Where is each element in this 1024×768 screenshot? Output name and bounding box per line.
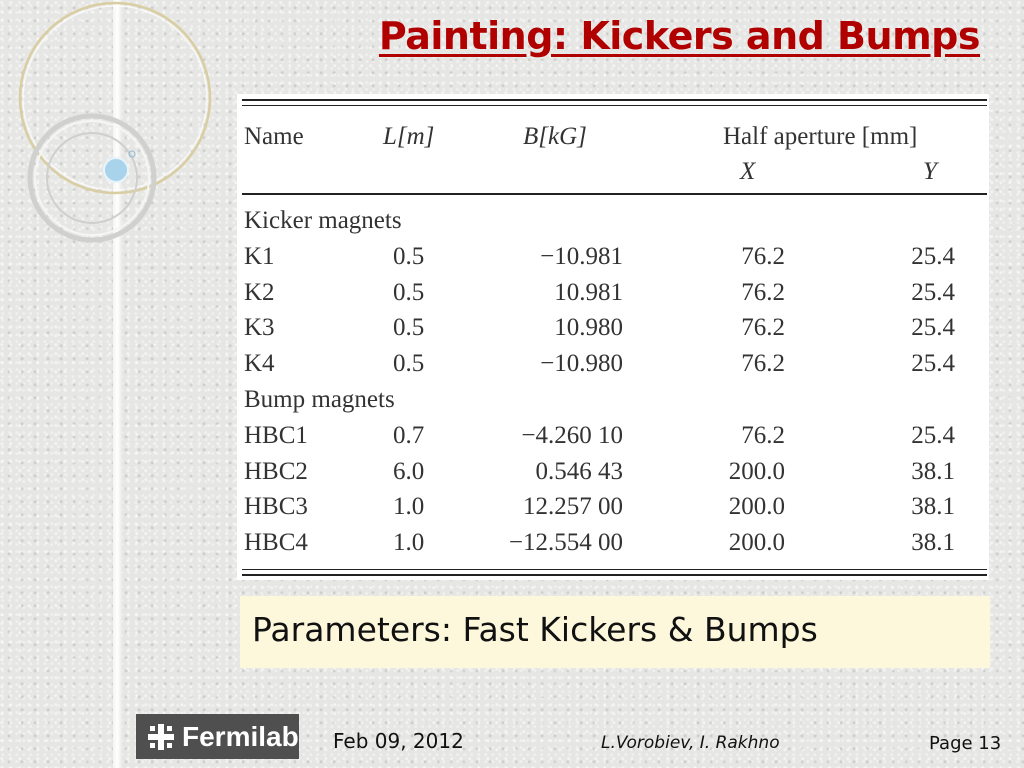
cell-length: 0.5 (393, 314, 425, 342)
cell-name: K4 (244, 350, 275, 378)
cell-aperture-x: 76.2 (741, 421, 785, 449)
cell-length: 0.5 (393, 350, 425, 378)
cell-aperture-y: 25.4 (911, 242, 955, 270)
cell-length: 0.5 (393, 278, 425, 306)
cell-aperture-x: 76.2 (741, 350, 785, 378)
cell-aperture-y: 38.1 (911, 493, 955, 521)
cell-field: −12.554 00 (508, 529, 623, 557)
cell-aperture-x: 76.2 (741, 278, 785, 306)
cell-aperture-y: 38.1 (911, 529, 955, 557)
cell-name: K2 (244, 278, 275, 306)
fermilab-logo-icon (146, 722, 176, 752)
cell-field: 10.980 (554, 314, 623, 342)
cell-name: HBC1 (244, 421, 308, 449)
table-bottom-rule-thin (242, 569, 987, 570)
decorative-circles (0, 0, 240, 260)
cell-length: 6.0 (393, 457, 425, 485)
cell-length: 0.7 (393, 421, 425, 449)
fermilab-logo-text: Fermilab (182, 720, 299, 752)
cell-aperture-x: 200.0 (728, 457, 785, 485)
cell-aperture-x: 200.0 (728, 493, 785, 521)
magnet-parameters-table (237, 94, 989, 580)
cell-aperture-x: 76.2 (741, 314, 785, 342)
cell-aperture-y: 25.4 (911, 278, 955, 306)
footer-authors: L.Vorobiev, I. Rakhno (601, 733, 780, 753)
cell-name: HBC4 (244, 529, 308, 557)
cell-name: HBC2 (244, 457, 308, 485)
cell-aperture-y: 25.4 (911, 350, 955, 378)
cell-aperture-y: 25.4 (911, 421, 955, 449)
header-length: L[m] (383, 123, 435, 150)
caption-text: Parameters: Fast Kickers & Bumps (252, 610, 818, 649)
header-half-aperture: Half aperture [mm] (723, 123, 918, 150)
cell-field: −4.260 10 (521, 421, 623, 449)
header-field: B[kG] (523, 123, 587, 150)
footer-page-number: Page 13 (929, 733, 1002, 754)
table-top-rule (242, 99, 987, 101)
cell-field: 0.546 43 (535, 457, 623, 485)
cell-name: K1 (244, 242, 275, 270)
footer-date: Feb 09, 2012 (333, 729, 464, 753)
header-x: X (740, 158, 756, 185)
caption-box (240, 596, 990, 668)
group-label: Kicker magnets (244, 207, 402, 234)
cell-length: 1.0 (393, 493, 425, 521)
cell-field: −10.980 (540, 350, 623, 378)
header-name: Name (244, 123, 304, 150)
table-header-rule (242, 193, 987, 195)
cell-aperture-x: 200.0 (728, 529, 785, 557)
cell-aperture-x: 76.2 (741, 242, 785, 270)
slide-title: Painting: Kickers and Bumps (378, 14, 980, 58)
cell-field: 10.981 (554, 278, 623, 306)
cell-field: −10.981 (540, 242, 623, 270)
table-top-rule-thin (242, 105, 987, 106)
fermilab-logo (136, 714, 299, 759)
table-bottom-rule (242, 574, 987, 576)
group-label: Bump magnets (244, 386, 395, 413)
cell-length: 1.0 (393, 529, 425, 557)
cell-aperture-y: 25.4 (911, 314, 955, 342)
cell-name: K3 (244, 314, 275, 342)
cell-name: HBC3 (244, 493, 308, 521)
cell-aperture-y: 38.1 (911, 457, 955, 485)
cell-length: 0.5 (393, 242, 425, 270)
header-y: Y (923, 158, 937, 185)
cell-field: 12.257 00 (523, 493, 623, 521)
